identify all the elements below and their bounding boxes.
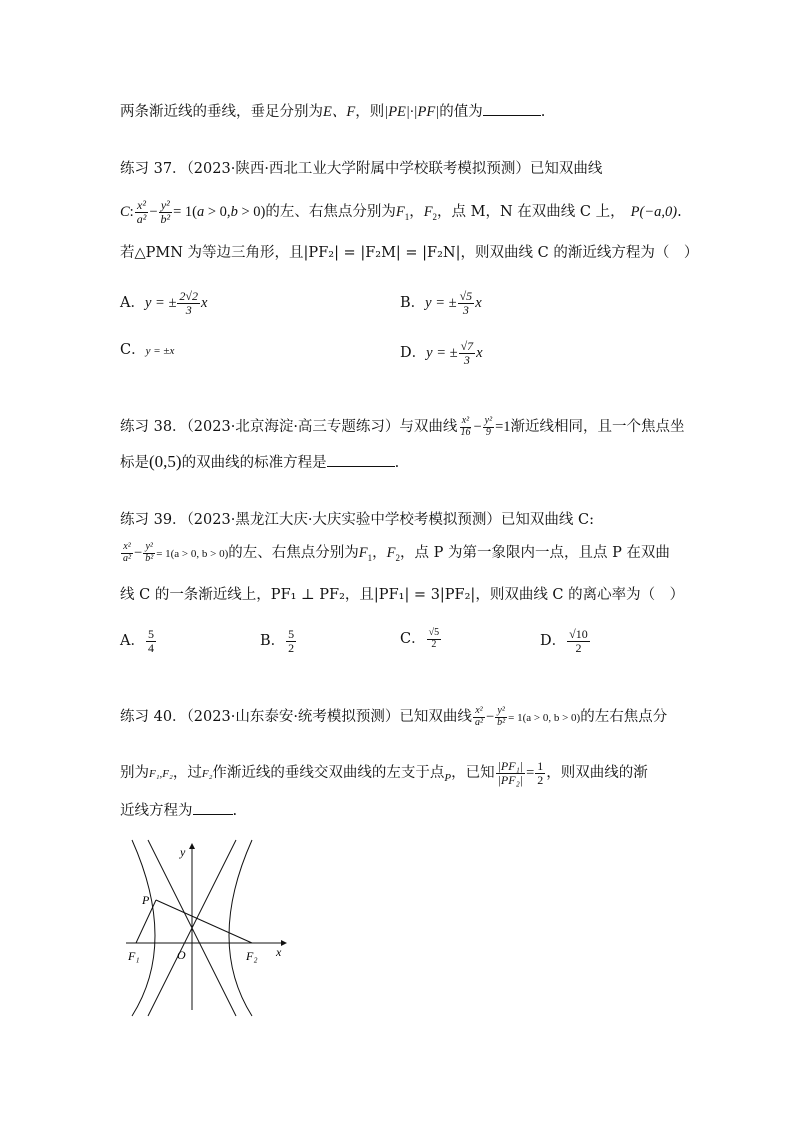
label-f2: F₂ [246, 949, 258, 963]
q39-header: 练习 39．（2023·黑龙江大庆·大庆实验中学校考模拟预测）已知双曲线 C: [120, 512, 595, 528]
q40-label: 练习 40． [120, 709, 187, 725]
q37-line3: 若△PMN 为等边三角形，且|PF₂| = |F₂M| = |F₂N|，则双曲线 C 的渐近线方程为（ ） [120, 245, 699, 261]
answer-blank [483, 101, 541, 116]
q39-option-a[interactable]: A． $\frac{5}{4}$ [120, 627, 154, 655]
q40-header: 练习 40．（2023·山东泰安·统考模拟预测）已知双曲线 $\frac{\text{x²}}{\text{a²}}$ − $\frac{\text{y²}}{\text{b²}}$ = 1(a > 0, b > 0)的左右焦点分 [120, 705, 668, 728]
segment-p-f2 [156, 900, 252, 943]
q39-line2: $\frac{\text{x²}}{\text{a²}}$ − $\frac{\text{y²}}{\text{b²}}$ = 1(a > 0, b > 0)的左、右焦点分别为$F_1$，$F_2$，点 P 为第一象限内一点，且点 P 在双曲 [123, 541, 670, 564]
q38-line2: 标是(0,5)的双曲线的标准方程是 . [120, 452, 400, 471]
q39-option-c[interactable]: C． $\frac{√5}{2}$ [400, 627, 440, 650]
q40-line3: 近线方程为 . [120, 800, 237, 821]
q39-line3: 线 C 的一条渐近线上，PF₁ ⊥ PF₂，且|PF₁| = 3|PF₂|，则双曲线 C 的离心率为（ ） [120, 587, 685, 603]
q37-option-d[interactable]: D．y = ± $\frac{√7}{3}$ x [400, 339, 483, 367]
answer-blank [193, 800, 233, 815]
q39-option-b[interactable]: B． $\frac{5}{2}$ [260, 627, 295, 655]
q38-label: 练习 38． [120, 419, 187, 435]
q38-header: 练习 38．（2023·北京海淀·高三专题练习）与双曲线 $\frac{\text{x²}}{16}$ − $\frac{\text{y²}}{9}$ =1渐近线相同，且一个焦点坐 [120, 415, 685, 438]
q37-label: 练习 37． [120, 161, 187, 177]
q40-line2: 别为F₁,F₂，过F₂作渐近线的垂线交双曲线的左支于点$_P$，已知 $\frac{\text{|PF₁|}}{\text{|PF₂|}}$ = $\frac{1}{2}$ ，则双曲线的渐 [120, 759, 648, 787]
q37-option-a[interactable]: A．y = ± $\frac{2√2}{3}$ x [120, 289, 208, 317]
label-x: x [276, 945, 282, 959]
label-f1: F₁ [128, 949, 140, 963]
label-y: y [180, 845, 186, 859]
hyperbola-right-branch [229, 840, 252, 1016]
intro-line: 两条渐近线的垂线，垂足分别为E、F，则|PE|·|PF|的值为 . [120, 101, 545, 122]
q37-line2: C: $\frac{\text{x²}}{\text{a²}}$ − $\frac{\text{y²}}{\text{b²}}$ = 1(a > 0,b > 0)的左、右焦点分别为$F_1$，$F_2$，点 M，N 在双曲线 C 上， P(−a,0). [120, 198, 682, 226]
label-o: O [177, 948, 186, 962]
hyperbola-figure [118, 838, 298, 1018]
q39-label: 练习 39． [120, 512, 187, 528]
answer-blank [327, 452, 395, 467]
q37-option-b[interactable]: B．y = ± $\frac{√5}{3}$ x [400, 289, 482, 317]
q39-option-d[interactable]: D． $\frac{√10}{2}$ [540, 627, 588, 655]
q37-option-c[interactable]: C．y = ±x [120, 342, 175, 358]
q37-header: 练习 37．（2023·陕西·西北工业大学附属中学校联考模拟预测）已知双曲线 [120, 161, 603, 177]
label-p: P [142, 893, 150, 907]
